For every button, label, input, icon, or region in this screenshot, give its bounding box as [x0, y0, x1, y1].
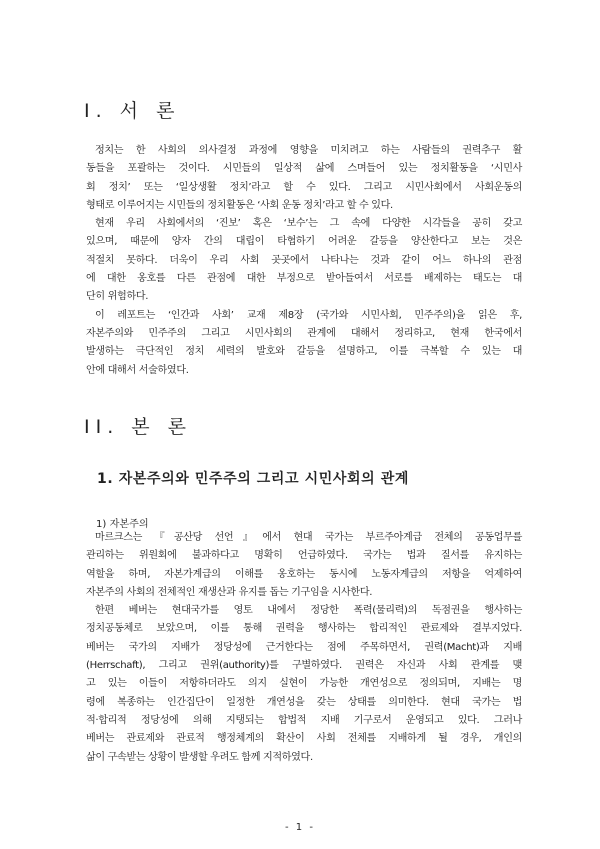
text-line: 적절치 못하다. 더욱이 우리 사회 곳곳에서 나타나는 것과 같이 어느 하나의 관점 [86, 254, 522, 266]
body-block [86, 529, 522, 767]
subsection-heading: 1. 자본주의와 민주주의 그리고 시민사회의 관계 [97, 471, 409, 487]
section-2-heading: II. 본 론 [84, 416, 193, 438]
text-line: 베버는 관료제와 관료적 행정체계의 확산이 사회 전체를 지배하게 될 경우, 개인의 [86, 733, 522, 745]
page-number: - 1 - [284, 822, 316, 833]
text-line: 자본주의 사회의 전체적인 재생산과 유지를 돕는 기구임을 시사한다. [86, 586, 373, 598]
text-line: 역할을 하며, 자본가계급의 이해를 옹호하는 동시에 노동자계급의 저항을 억제하여 [86, 568, 522, 580]
text-line: 적·합리적 정당성에 의해 지탱되는 합법적 지배 기구로서 운영되고 있다. 그러나 [86, 714, 522, 726]
text-line: (Herrschaft), 그리고 권위(authority)를 구별하였다. 권력은 자신과 사회 관계를 맺 [86, 660, 522, 672]
paragraph [86, 142, 522, 215]
text-line: 단히 위험하다. [86, 291, 149, 303]
text-line: 이 레포트는 ‘인간과 사회’ 교재 제8장 (국가와 시민사회, 민주주의)을 읽은 후, [95, 309, 522, 321]
text-line: 있으며, 때문에 양자 간의 대립이 타협하기 어려운 갈등을 양산한다고 보는 것은 [86, 236, 522, 248]
text-line: 동들을 포괄하는 것이다. 시민들의 일상적 삶에 스며들어 있는 정치활동을 ‘시민사 [86, 163, 522, 175]
text-line: 한편 베버는 현대국가를 영토 내에서 정당한 폭력(물리력)의 독점권을 행사하는 [95, 605, 522, 617]
text-line: 정치는 한 사회의 의사결정 과정에 영향을 미치려고 하는 사람들의 권력추구 활 [95, 145, 522, 156]
intro-block [86, 142, 522, 380]
text-line: 에 대한 옹호를 다른 관점에 대한 부정으로 받아들여서 서로를 배제하는 태도는 대 [86, 273, 522, 285]
text-line: 안에 대해서 서술하였다. [86, 364, 189, 376]
text-line: 자본주의와 민주주의 그리고 시민사회의 관계에 대해서 정리하고, 현재 한국에서 [86, 327, 522, 339]
paragraph [86, 602, 522, 767]
text-line: 관리하는 위원회에 불과하다고 명확히 언급하였다. 국가는 법과 질서를 유지하는 [86, 550, 522, 562]
text-line: 고 있는 이들이 저항하더라도 의지 실현이 가능한 개연성으로 정의되며, 지배는 명 [86, 678, 522, 690]
paragraph [86, 307, 522, 380]
text-line: 회 정치’ 또는 ‘일상생활 정치’라고 할 수 있다. 그리고 시민사회에서 사회운동의 [86, 181, 522, 193]
text-line: 삶이 구속받는 상황이 발생할 우려도 함께 지적하였다. [86, 751, 313, 763]
text-line: 발생하는 극단적인 정치 세력의 발호와 갈등을 설명하고, 이를 극복할 수 있는 대 [86, 346, 522, 358]
text-line: 마르크스는 『공산당 선언』에서 현대 국가는 부르주아계급 전체의 공동업무를 [95, 532, 522, 543]
paragraph [86, 529, 522, 602]
section-1-heading: I. 서 론 [84, 100, 181, 122]
text-line: 형태로 이루어지는 시민들의 정치활동은 ‘사회 운동 정치’라고 할 수 있다. [86, 199, 393, 211]
text-line: 현재 우리 사회에서의 ‘진보’ 혹은 ‘보수’는 그 속에 다양한 시각들을 공히 갖고 [95, 218, 522, 230]
text-line: 령에 복종하는 인간집단이 일정한 개연성을 갖는 상태를 의미한다. 현대 국가는 법 [86, 696, 522, 708]
text-line: 베버는 국가의 지배가 정당성에 근거한다는 점에 주목하면서, 권력(Macht)과 지배 [86, 641, 522, 653]
paragraph [86, 215, 522, 306]
item-label: 1) 자본주의 [96, 519, 149, 530]
text-line: 정치공동체로 보았으며, 이를 통해 권력을 행사하는 합리적인 관료제와 결부지었다. [86, 623, 522, 635]
